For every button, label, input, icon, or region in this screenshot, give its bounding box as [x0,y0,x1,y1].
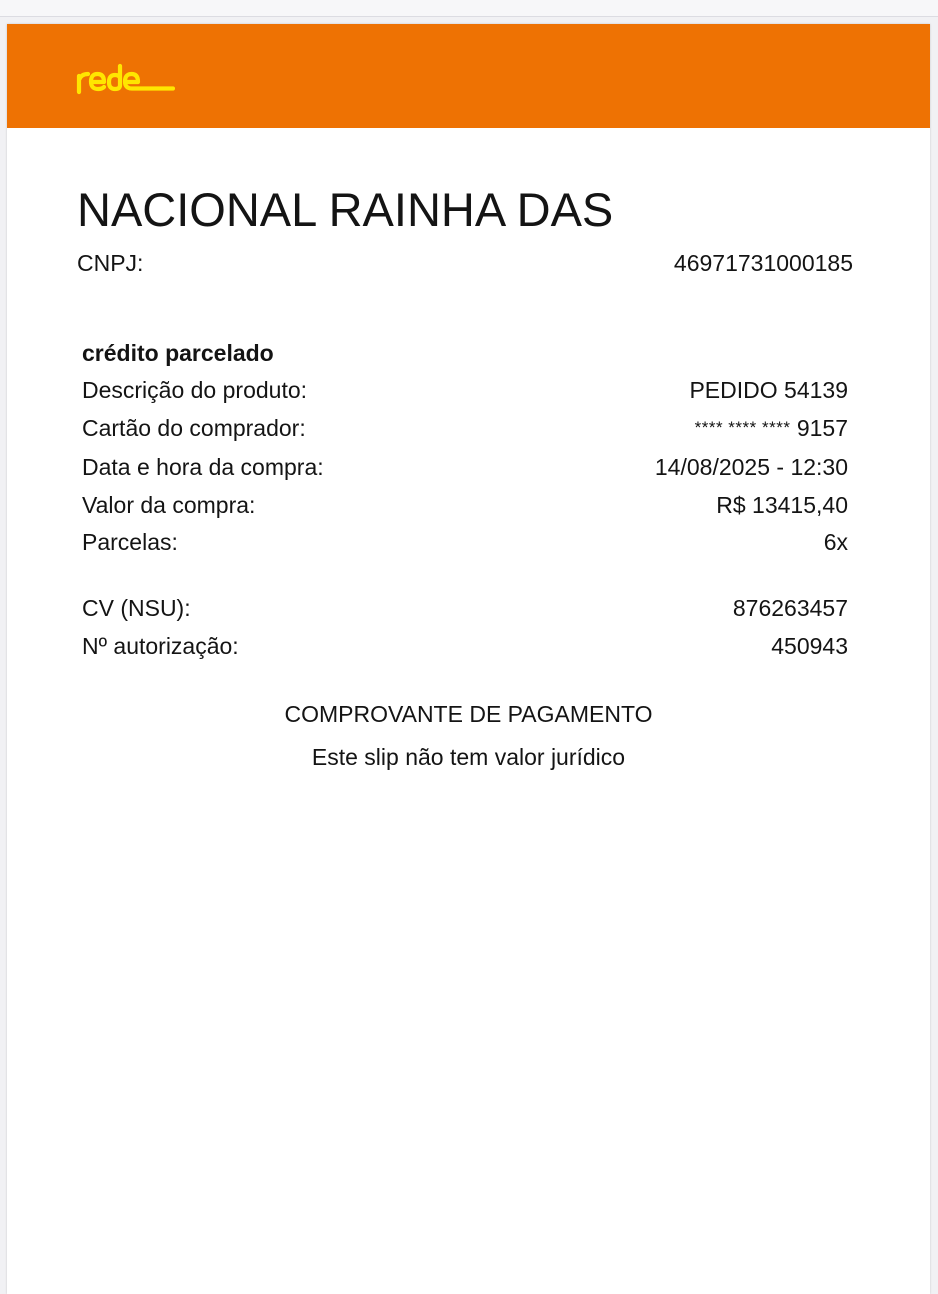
id-label: Nº autorização: [82,632,239,659]
receipt-footer-note: Este slip não tem valor jurídico [311,744,626,770]
detail-label: Valor da compra: [82,491,256,518]
card-number-value [695,410,848,450]
transaction-details [82,335,848,562]
card-last-digits: 9157 [796,414,848,441]
id-row-authorization [82,628,848,666]
detail-value: PEDIDO 54139 [689,377,848,403]
detail-row-installments [82,524,848,562]
receipt-header [7,24,930,128]
cnpj-label: CNPJ: [77,250,144,276]
receipt-page [7,24,930,1294]
card-mask: **** **** **** [694,417,791,437]
detail-label: Data e hora da compra: [82,454,324,480]
merchant-name: NACIONAL RAINHA DAS [77,183,614,236]
detail-row-datetime [82,449,848,487]
detail-row-product [82,372,848,410]
detail-value: R$ 13415,40 [716,491,848,518]
detail-value: 14/08/2025 - 12:30 [654,454,848,480]
detail-label: Descrição do produto: [82,377,308,403]
id-label: CV (NSU): [82,595,191,621]
detail-value: 6x [823,529,848,555]
id-value: 876263457 [732,595,848,621]
detail-row-card [82,410,848,450]
transaction-type: crédito parcelado [82,340,274,366]
receipt-footer-title: COMPROVANTE DE PAGAMENTO [284,701,653,727]
top-strip [0,0,938,17]
id-row-nsu [82,590,848,628]
detail-label: Parcelas: [82,529,178,555]
detail-label: Cartão do comprador: [82,414,306,441]
transaction-identifiers [82,590,848,665]
detail-row-amount [82,487,848,525]
rede-logo-icon [75,60,175,96]
id-value: 450943 [771,632,848,659]
cnpj-value: 46971731000185 [673,250,853,276]
